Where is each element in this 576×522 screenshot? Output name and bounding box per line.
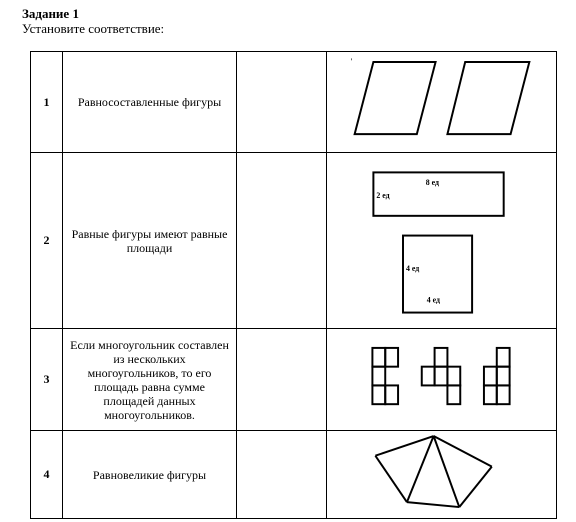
answer-cell — [237, 329, 327, 431]
table-row — [31, 431, 557, 519]
polyomino-middle — [422, 348, 460, 404]
parallelogram-right — [447, 62, 529, 134]
polyomino-right — [484, 348, 510, 404]
row-number: 3 — [31, 329, 63, 431]
row-number: 2 — [31, 153, 63, 329]
table-row — [31, 329, 557, 431]
square-side-left-label: 4 ед — [405, 264, 420, 274]
row-statement — [63, 329, 237, 431]
answer-cell — [237, 431, 327, 519]
statement-text: Равносоставленные фигуры — [77, 95, 222, 109]
row-number: 1 — [31, 52, 63, 153]
statement-text: Если многоугольник составлен из нескольких многоугольников, то его площадь равна сумме площадей данных многоугольников. — [70, 337, 229, 422]
stray-mark: ' — [350, 55, 353, 66]
parallelogram-left — [355, 62, 436, 134]
answer-cell — [237, 52, 327, 153]
rect-width-label: 8 ед — [425, 178, 439, 188]
matching-table — [30, 51, 557, 519]
answer-cell — [237, 153, 327, 329]
task-title: Задание 1 — [22, 6, 79, 21]
polyomino-left — [372, 348, 398, 404]
polyomino-figure — [327, 329, 556, 430]
figure-cell-triangles — [327, 431, 557, 519]
row-statement — [63, 52, 237, 153]
figure-cell-parallelograms — [327, 52, 557, 153]
parallelograms-figure — [327, 52, 556, 152]
triangles-figure — [327, 431, 556, 518]
statement-text: Равновеликие фигуры — [92, 467, 207, 482]
rect-height-label: 2 ед — [376, 191, 390, 201]
figure-cell-polyomino — [327, 329, 557, 431]
task-instruction: Установите соответствие: — [22, 21, 165, 36]
row-number: 4 — [31, 431, 63, 519]
rect-square-figure — [327, 153, 556, 328]
square-side-bottom-label: 4 ед — [426, 295, 440, 305]
table-row — [31, 52, 557, 153]
triangle-fan — [375, 436, 491, 507]
row-statement — [63, 153, 237, 329]
figure-cell-rect-square — [327, 153, 557, 329]
statement-text: Равные фигуры имеют равные площади — [71, 226, 228, 255]
row-statement — [63, 431, 237, 519]
table-row — [31, 153, 557, 329]
